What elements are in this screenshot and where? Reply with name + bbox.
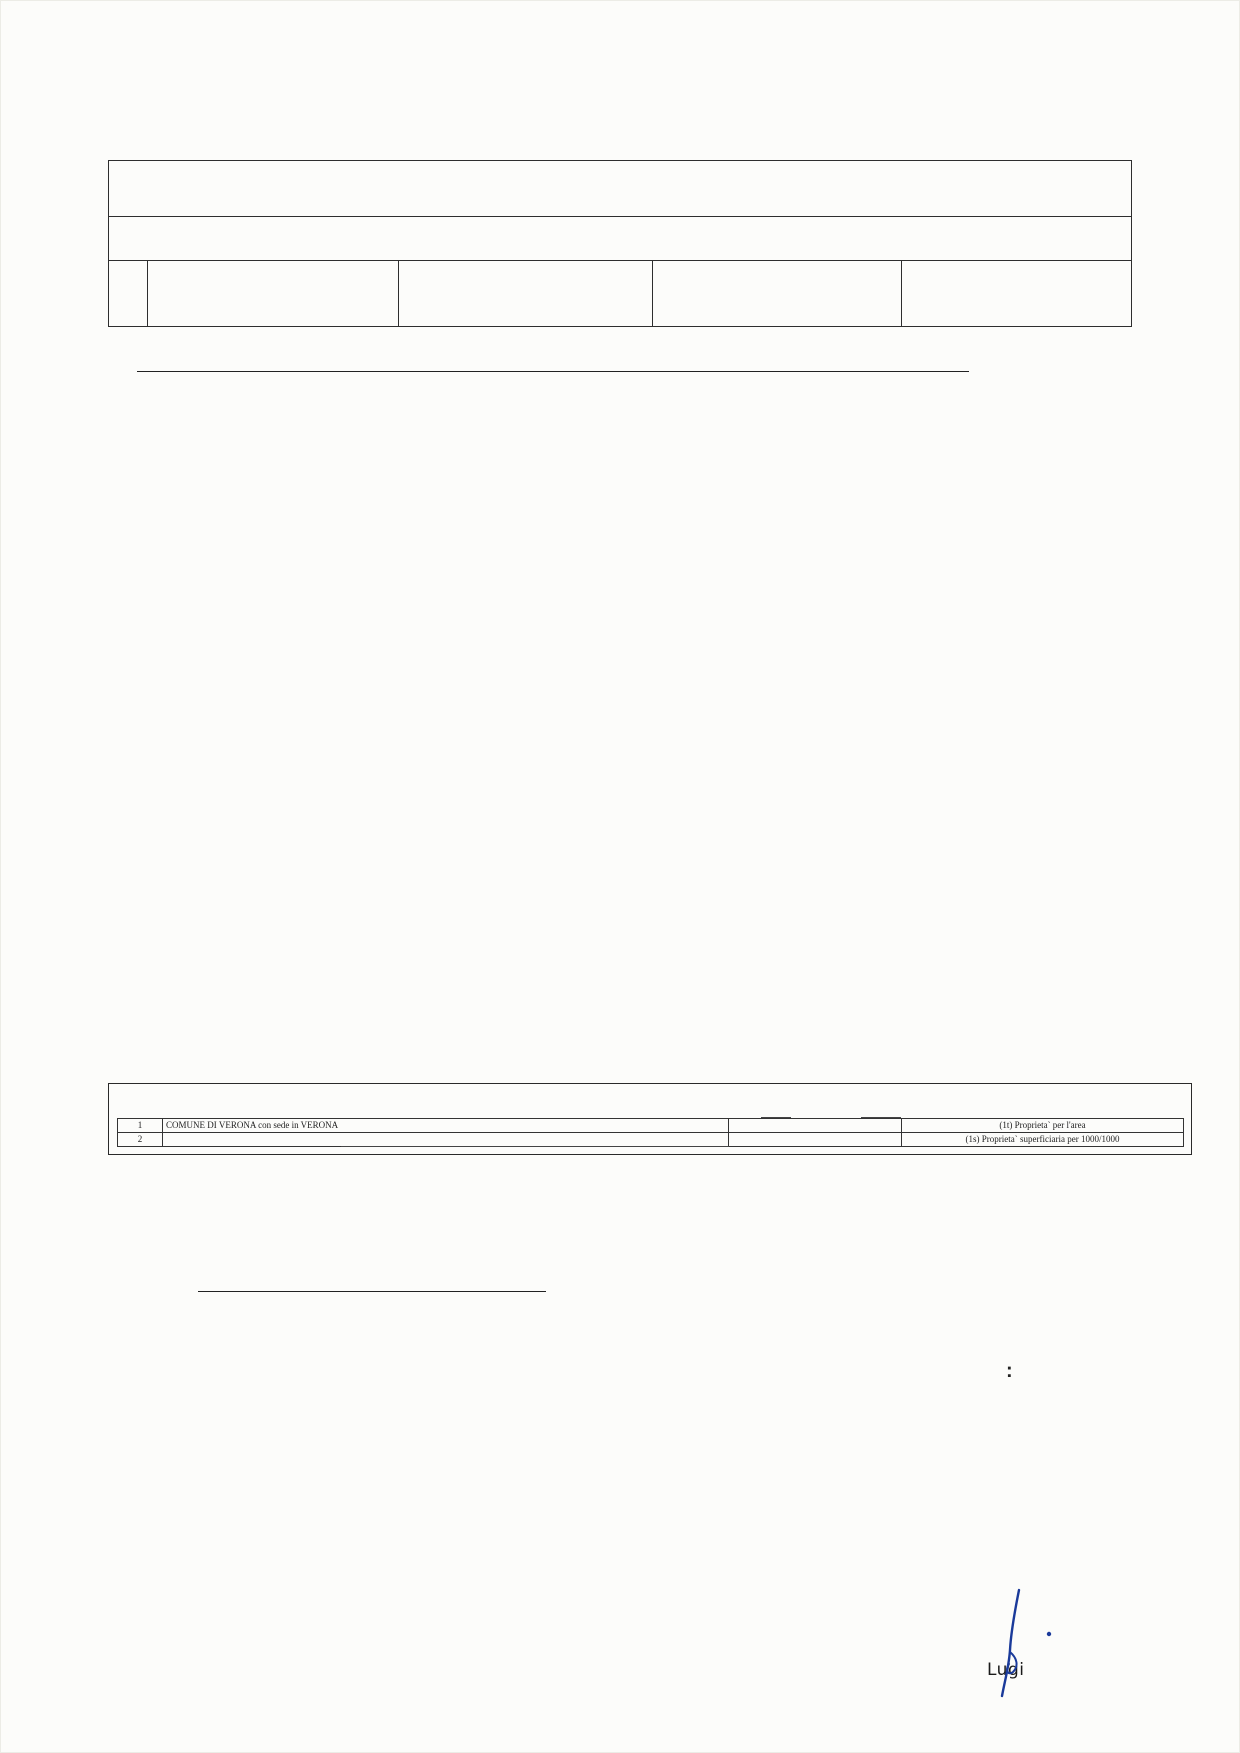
signature-text: Lugi [987,1660,1025,1680]
header-table-column-divider [147,260,148,326]
section-rule [198,1291,546,1292]
row-index: 1 [118,1119,163,1133]
row-index: 2 [118,1133,163,1147]
header-table-column-divider [652,260,653,326]
header-table [108,160,1132,327]
section-rule [137,371,969,372]
colon-mark: : [1006,1360,1013,1382]
underline-mark [341,1146,729,1147]
header-table-row-divider [109,260,1131,261]
signature [975,1580,1085,1700]
ownership-right: (1s) Proprieta` superficiaria per 1000/1000 [902,1133,1184,1147]
header-table-column-divider [398,260,399,326]
owner-name: COMUNE DI VERONA con sede in VERONA [163,1119,729,1133]
owner-name [163,1133,729,1147]
header-table-column-divider [901,260,902,326]
ownership-grid [117,1118,1184,1147]
empty-cell [729,1133,902,1147]
underline-mark [861,1117,901,1118]
signature-stroke [975,1580,1085,1700]
ownership-table [108,1083,1192,1155]
ownership-right: (1t) Proprieta` per l'area [902,1119,1184,1133]
underline-mark [761,1117,791,1118]
empty-cell [729,1119,902,1133]
header-table-row-divider [109,216,1131,217]
